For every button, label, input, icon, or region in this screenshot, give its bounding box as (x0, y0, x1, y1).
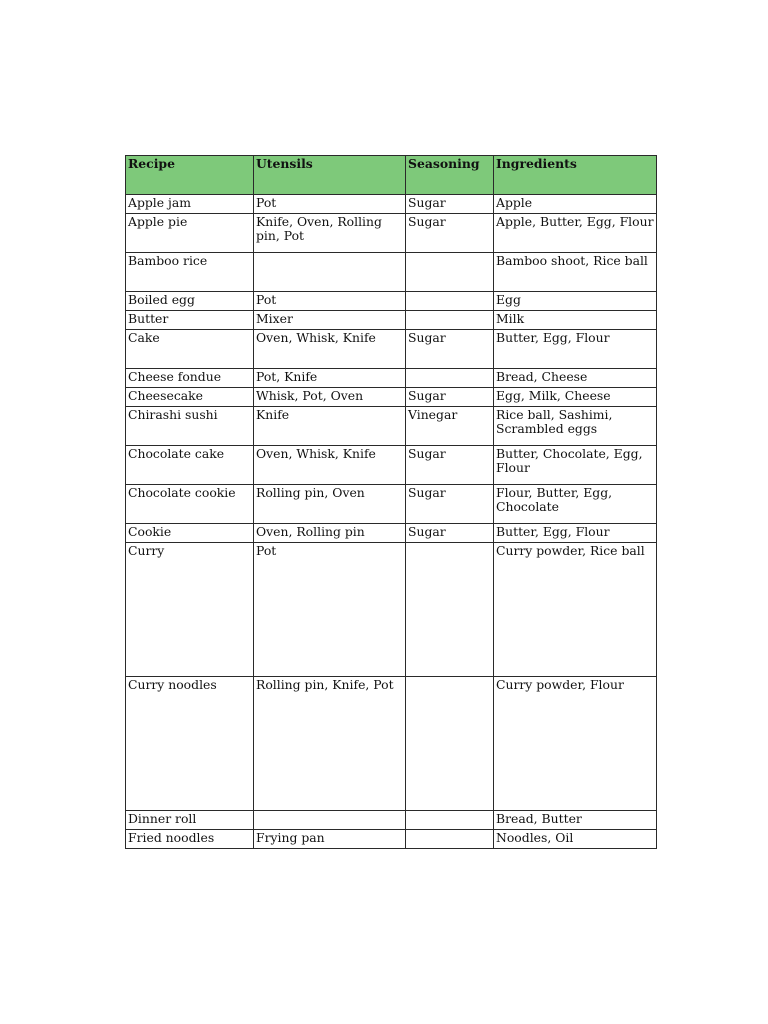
cell-utensils: Pot (254, 195, 406, 214)
cell-ingredients: Milk (494, 311, 657, 330)
cell-seasoning (406, 311, 494, 330)
table-row (126, 311, 657, 330)
table-row (126, 446, 657, 485)
cell-recipe: Apple jam (126, 195, 254, 214)
cell-recipe: Chocolate cookie (126, 485, 254, 524)
cell-seasoning: Sugar (406, 485, 494, 524)
table-row (126, 388, 657, 407)
header-row (126, 156, 657, 195)
cell-ingredients: Curry powder, Flour (494, 677, 657, 811)
cell-recipe: Dinner roll (126, 811, 254, 830)
cell-seasoning: Sugar (406, 330, 494, 369)
cell-seasoning (406, 811, 494, 830)
cell-ingredients: Bread, Butter (494, 811, 657, 830)
cell-utensils: Knife, Oven, Rolling pin, Pot (254, 214, 406, 253)
table-row (126, 369, 657, 388)
cell-seasoning: Sugar (406, 195, 494, 214)
cell-seasoning (406, 543, 494, 677)
cell-recipe: Curry noodles (126, 677, 254, 811)
cell-recipe: Boiled egg (126, 292, 254, 311)
cell-utensils: Oven, Whisk, Knife (254, 330, 406, 369)
cell-recipe: Cake (126, 330, 254, 369)
table-row (126, 830, 657, 849)
cell-seasoning (406, 830, 494, 849)
cell-utensils: Frying pan (254, 830, 406, 849)
cell-recipe: Chirashi sushi (126, 407, 254, 446)
table-row (126, 543, 657, 677)
cell-ingredients: Egg, Milk, Cheese (494, 388, 657, 407)
header-utensils: Utensils (254, 156, 406, 195)
cell-ingredients: Rice ball, Sashimi, Scrambled eggs (494, 407, 657, 446)
cell-utensils: Whisk, Pot, Oven (254, 388, 406, 407)
header-recipe: Recipe (126, 156, 254, 195)
cell-seasoning (406, 292, 494, 311)
cell-ingredients: Apple, Butter, Egg, Flour (494, 214, 657, 253)
cell-ingredients: Apple (494, 195, 657, 214)
cell-recipe: Chocolate cake (126, 446, 254, 485)
cell-utensils: Oven, Whisk, Knife (254, 446, 406, 485)
cell-seasoning: Sugar (406, 214, 494, 253)
cell-utensils: Mixer (254, 311, 406, 330)
cell-seasoning: Sugar (406, 524, 494, 543)
cell-ingredients: Butter, Egg, Flour (494, 330, 657, 369)
cell-utensils (254, 811, 406, 830)
table-row (126, 253, 657, 292)
cell-ingredients: Butter, Egg, Flour (494, 524, 657, 543)
cell-seasoning (406, 369, 494, 388)
table-row (126, 407, 657, 446)
cell-ingredients: Noodles, Oil (494, 830, 657, 849)
table-row (126, 195, 657, 214)
table-row (126, 524, 657, 543)
table-row (126, 292, 657, 311)
cell-utensils: Pot (254, 543, 406, 677)
header-ingredients: Ingredients (494, 156, 657, 195)
cell-ingredients: Bamboo shoot, Rice ball (494, 253, 657, 292)
cell-utensils: Oven, Rolling pin (254, 524, 406, 543)
cell-seasoning (406, 677, 494, 811)
cell-recipe: Apple pie (126, 214, 254, 253)
cell-recipe: Cheese fondue (126, 369, 254, 388)
cell-utensils: Rolling pin, Knife, Pot (254, 677, 406, 811)
cell-utensils (254, 253, 406, 292)
cell-recipe: Curry (126, 543, 254, 677)
cell-seasoning: Sugar (406, 388, 494, 407)
table-row (126, 214, 657, 253)
cell-seasoning: Vinegar (406, 407, 494, 446)
cell-recipe: Bamboo rice (126, 253, 254, 292)
table-row (126, 677, 657, 811)
header-seasoning: Seasoning (406, 156, 494, 195)
cell-utensils: Pot (254, 292, 406, 311)
cell-utensils: Pot, Knife (254, 369, 406, 388)
cell-ingredients: Egg (494, 292, 657, 311)
cell-ingredients: Flour, Butter, Egg, Chocolate (494, 485, 657, 524)
table-row (126, 811, 657, 830)
cell-utensils: Knife (254, 407, 406, 446)
cell-recipe: Fried noodles (126, 830, 254, 849)
cell-recipe: Cookie (126, 524, 254, 543)
cell-seasoning (406, 253, 494, 292)
cell-seasoning: Sugar (406, 446, 494, 485)
cell-recipe: Cheesecake (126, 388, 254, 407)
cell-ingredients: Curry powder, Rice ball (494, 543, 657, 677)
table-row (126, 330, 657, 369)
table-row (126, 485, 657, 524)
cell-ingredients: Butter, Chocolate, Egg, Flour (494, 446, 657, 485)
recipe-table (125, 155, 657, 849)
cell-recipe: Butter (126, 311, 254, 330)
cell-utensils: Rolling pin, Oven (254, 485, 406, 524)
cell-ingredients: Bread, Cheese (494, 369, 657, 388)
